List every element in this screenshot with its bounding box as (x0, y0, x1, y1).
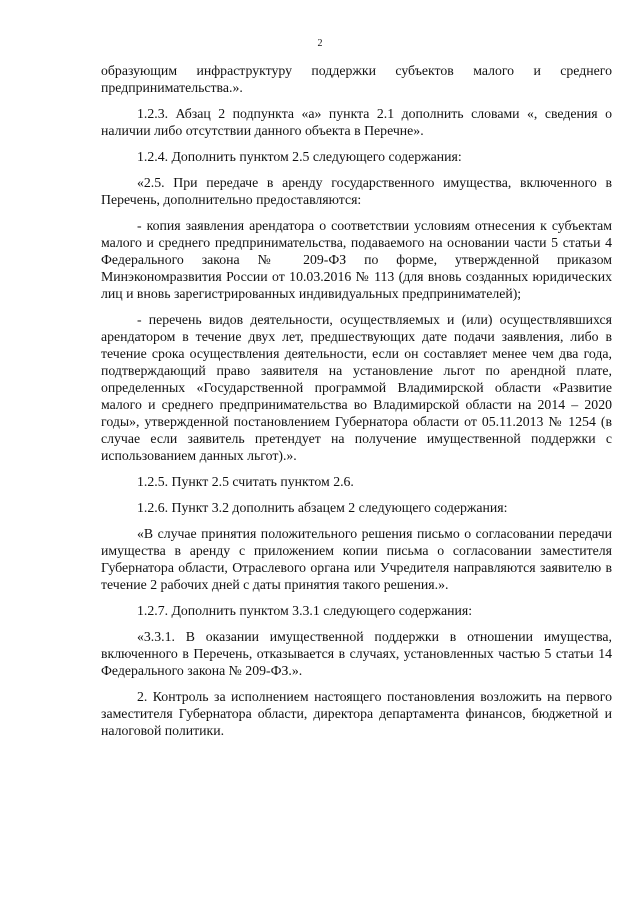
page-number: 2 (317, 38, 323, 49)
paragraph-3-3-1: «3.3.1. В оказании имущественной поддержки в отношении имущества, включенного в Перечень, отказывается в случаях, установленных частью 5 статьи 14 Федерального закона № 209-ФЗ.». (101, 629, 612, 678)
document-body (101, 62, 612, 748)
paragraph-1-2-5: 1.2.5. Пункт 2.5 считать пунктом 2.6. (137, 474, 354, 489)
paragraph-positive-decision: «В случае принятия положительного решения письмо о согласовании передачи имущества в аренду с приложением копии письма о согласовании заместителя Губернатора области, Отраслевого органа или Учредителя направляются заявителю в течение 2 рабочих дней с даты принятия такого решения.». (101, 526, 612, 592)
paragraph-1-2-6: 1.2.6. Пункт 3.2 дополнить абзацем 2 следующего содержания: (137, 500, 508, 515)
paragraph-continuation: образующим инфраструктуру поддержки субъектов малого и среднего предпринимательства.». (101, 63, 612, 95)
paragraph-list-item-application-copy: - копия заявления арендатора о соответствии условиям отнесения к субъектам малого и среднего предпринимательства, подаваемого на основании части 5 статьи 4 Федерального закона № 209-ФЗ по форме, утвержденной приказом Минэкономразвития России от 10.03.2016 № 113 (для вновь созданных юридических лиц и вновь зарегистрированных индивидуальных предпринимателей); (101, 218, 612, 301)
paragraph-control-clause: 2. Контроль за исполнением настоящего постановления возложить на первого заместителя Губернатора области, директора департамента финансов, бюджетной и налоговой политики. (101, 689, 612, 738)
paragraph-list-item-activity-list: - перечень видов деятельности, осуществляемых и (или) осуществлявшихся арендатором в течение двух лет, предшествующих дате подачи заявления, либо в течение срока осуществления деятельности, если он составляет менее чем два года, подтверждающий право заявителя на установление льгот по арендной плате, определенных «Государственной программой Владимирской области «Развитие малого и среднего предпринимательства во Владимирской области на 2014 – 2020 годы», утвержденной постановлением Губернатора области от 05.11.2013 № 1254 (в случае если заявитель претендует на получение имущественной поддержки с использованием данных льгот).». (101, 312, 612, 463)
paragraph-1-2-3: 1.2.3. Абзац 2 подпункта «а» пункта 2.1 дополнить словами «, сведения о наличии либо отсутствии данного объекта в Перечне». (101, 106, 612, 138)
paragraph-1-2-7: 1.2.7. Дополнить пунктом 3.3.1 следующего содержания: (137, 603, 473, 618)
paragraph-1-2-4: 1.2.4. Дополнить пунктом 2.5 следующего содержания: (137, 149, 462, 164)
paragraph-2-5-intro: «2.5. При передаче в аренду государственного имущества, включенного в Перечень, дополнительно предоставляются: (101, 175, 612, 207)
